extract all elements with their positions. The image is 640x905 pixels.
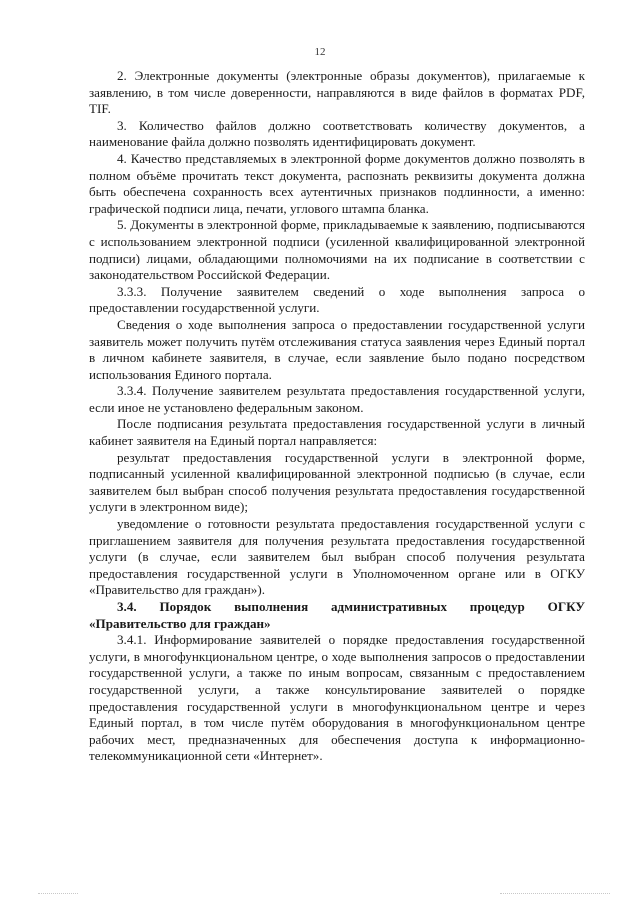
scan-edge-marks bbox=[0, 893, 640, 899]
document-body bbox=[89, 68, 585, 765]
paragraph: После подписания результата предоставления государственной услуги в личный кабинет заявителя на Единый портал направляется: bbox=[89, 416, 585, 449]
edge-mark bbox=[38, 893, 78, 894]
section-3-4-1: 3.4.1. Информирование заявителей о порядке предоставления государственной услуги, в многофункциональном центре, о ходе выполнения запросов о предоставлении государственной услуги, а также по иным вопросам, связанным с предоставлением государственной услуги, а также консультирование заявителей о порядке предоставления государственной услуги в многофункциональном центре и через Единый портал, в том числе путём оборудования в многофункциональном центре рабочих мест, предназначенных для обеспечения доступа к информационно-телекоммуникационной сети «Интернет». bbox=[89, 632, 585, 764]
paragraph: 2. Электронные документы (электронные образы документов), прилагаемые к заявлению, в том числе доверенности, направляются в виде файлов в форматах PDF, TIF. bbox=[89, 68, 585, 117]
paragraph: Сведения о ходе выполнения запроса о предоставлении государственной услуги заявитель может получить путём отслеживания статуса заявления через Единый портал в личном кабинете заявителя, в случае, если заявление было подано посредством использования Единого портала. bbox=[89, 316, 585, 382]
edge-mark bbox=[500, 893, 610, 894]
list-item: уведомление о готовности результата предоставления государственной услуги с приглашением заявителя для получения результата предоставления государственной услуги (в случае, если заявителем был выбран способ получения результата предоставления государственной услуги в Уполномоченном органе или в ОГКУ «Правительство для граждан»). bbox=[89, 516, 585, 598]
paragraph: 4. Качество представляемых в электронной форме документов должно позволять в полном объёме прочитать текст документа, распознать реквизиты документа должна быть обеспечена сохранность всех аутентичных признаков подлинности, а именно: графической подписи лица, печати, углового штампа бланка. bbox=[89, 150, 585, 216]
section-3-3-4: 3.3.4. Получение заявителем результата предоставления государственной услуги, если иное не установлено федеральным законом. bbox=[89, 383, 585, 415]
paragraph: 3. Количество файлов должно соответствовать количеству документов, а наименование файла должно позволять идентифицировать документ. bbox=[89, 117, 585, 150]
section-3-3-3: 3.3.3. Получение заявителем сведений о ходе выполнения запроса о предоставлении государственной услуги. bbox=[89, 283, 585, 316]
section-heading-3-4: 3.4. Порядок выполнения административных процедур ОГКУ «Правительство для граждан» bbox=[89, 599, 585, 631]
paragraph: 5. Документы в электронной форме, прикладываемые к заявлению, подписываются с использованием электронной подписи (усиленной квалифицированной электронной подписи) лицами, обладающими полномочиями на их подписание в соответствии с законодательством Российской Федерации. bbox=[89, 217, 585, 283]
page-number: 12 bbox=[314, 46, 326, 58]
list-item: результат предоставления государственной услуги в электронной форме, подписанный усиленной квалифицированной электронной подписью (в случае, если заявителем был выбран способ получения результата предоставления государственной услуги в электронном виде); bbox=[89, 449, 585, 515]
